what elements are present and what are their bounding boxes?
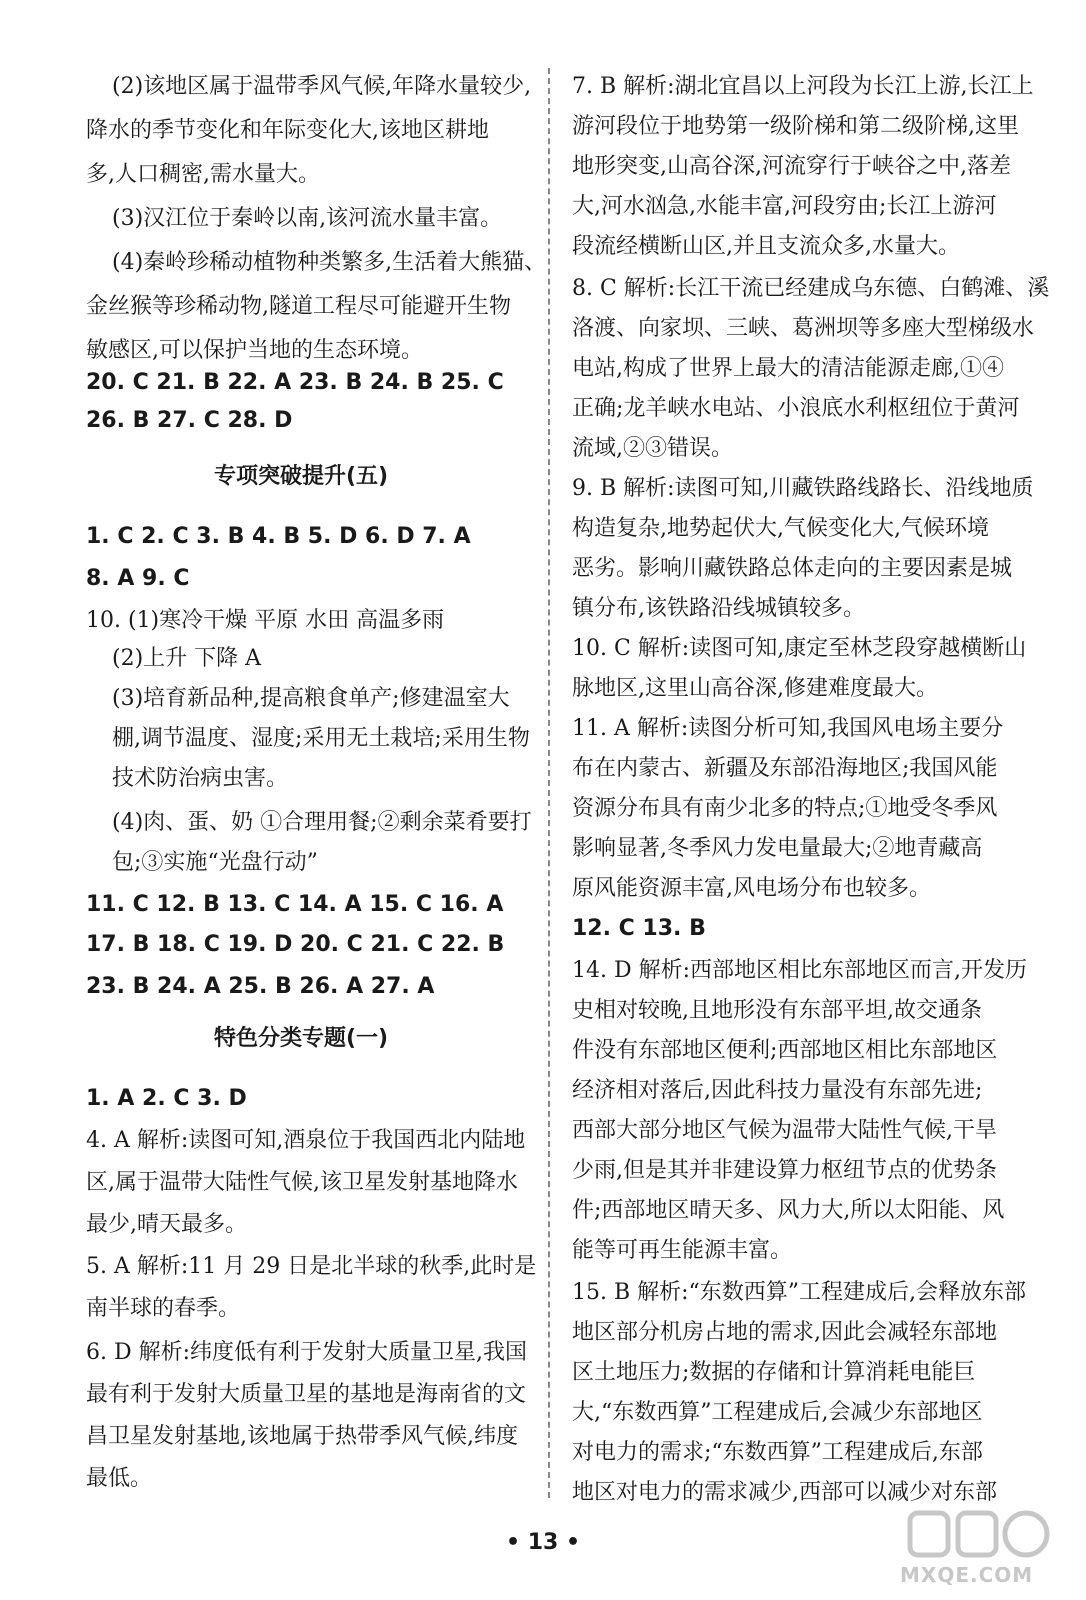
text-line: 洛渡、向家坝、三峡、葛洲坝等多座大型梯级水 — [572, 316, 1035, 341]
text-line: (2)上升 下降 A — [112, 646, 262, 671]
text-line: 经济相对落后,因此科技力量没有东部先进; — [572, 1078, 983, 1103]
text-line: 9. B 解析:读图可知,川藏铁路线路长、沿线地质 — [572, 476, 1034, 501]
text-line: 8. C 解析:长江干流已经建成乌东德、白鹤滩、溪 — [572, 276, 1050, 301]
text-line: 15. B 解析:“东数西算”工程建成后,会释放东部 — [572, 1280, 1027, 1305]
watermark-logo — [900, 1505, 1060, 1595]
text-line: 敏感区,可以保护当地的生态环境。 — [86, 338, 423, 363]
text-line: (3)汉江位于秦岭以南,该河流水量丰富。 — [112, 206, 503, 231]
text-line: 10. (1)寒冷干燥 平原 水田 高温多雨 — [86, 608, 445, 633]
text-line: (3)培育新品种,提高粮食单产;修建温室大 — [112, 686, 510, 711]
text-line: 区,属于温带大陆性气候,该卫星发射基地降水 — [86, 1170, 518, 1195]
text-line: 降水的季节变化和年际变化大,该地区耕地 — [86, 118, 489, 143]
text-line: 6. D 解析:纬度低有利于发射大质量卫星,我国 — [86, 1340, 528, 1365]
text-line: 西部大部分地区气候为温带大陆性气候,干旱 — [572, 1118, 997, 1143]
text-line: 技术防治病虫害。 — [112, 766, 289, 791]
text-line: 流域,②③错误。 — [572, 436, 733, 461]
text-line: 14. D 解析:西部地区相比东部地区而言,开发历 — [572, 958, 1028, 983]
answer-row: 1. C 2. C 3. B 4. B 5. D 6. D 7. A — [86, 524, 471, 549]
text-line: 镇分布,该铁路沿线城镇较多。 — [572, 596, 865, 621]
column-divider — [548, 68, 550, 1498]
watermark-icon — [900, 1505, 1060, 1565]
text-line: 区土地压力;数据的存储和计算消耗电能巨 — [572, 1360, 976, 1385]
text-line: 地区部分机房占地的需求,因此会减轻东部地 — [572, 1320, 997, 1345]
text-line: 件没有东部地区便利;西部地区相比东部地区 — [572, 1038, 998, 1063]
text-line: 最低。 — [86, 1466, 153, 1491]
text-line: 原风能资源丰富,风电场分布也较多。 — [572, 876, 931, 901]
answer-row: 23. B 24. A 25. B 26. A 27. A — [86, 974, 435, 999]
text-line: 地形突变,山高谷深,河流穿行于峡谷之中,落差 — [572, 154, 1011, 179]
text-line: 资源分布具有南少北多的特点;①地受冬季风 — [572, 796, 998, 821]
text-line: 7. B 解析:湖北宜昌以上河段为长江上游,长江上 — [572, 74, 1034, 99]
text-line: 件;西部地区晴天多、风力大,所以太阳能、风 — [572, 1198, 1005, 1223]
answer-row: 1. A 2. C 3. D — [86, 1086, 247, 1111]
answer-row: 8. A 9. C — [86, 566, 190, 591]
section-heading: 专项突破提升(五) — [214, 464, 389, 489]
watermark-text: MXQE.COM — [900, 1563, 1034, 1587]
text-line: (4)秦岭珍稀动植物种类繁多,生活着大熊猫、 — [112, 250, 547, 275]
text-line: (4)肉、蛋、奶 ①合理用餐;②剩余菜肴要打 — [112, 810, 532, 835]
answer-row: 17. B 18. C 19. D 20. C 21. C 22. B — [86, 932, 505, 957]
text-line: 多,人口稠密,需水量大。 — [86, 162, 320, 187]
answer-row: 12. C 13. B — [572, 916, 706, 941]
answer-row: 26. B 27. C 28. D — [86, 408, 293, 433]
text-line: 能等可再生能源丰富。 — [572, 1238, 793, 1263]
text-line: 正确;龙羊峡水电站、小浪底水利枢纽位于黄河 — [572, 396, 1020, 421]
section-heading: 特色分类专题(一) — [214, 1026, 389, 1051]
text-line: 脉地区,这里山高谷深,修建难度最大。 — [572, 676, 938, 701]
text-line: 4. A 解析:读图可知,酒泉位于我国西北内陆地 — [86, 1128, 526, 1153]
page-number: • 13 • — [505, 1530, 581, 1555]
text-line: 包;③实施“光盘行动” — [112, 850, 318, 875]
text-line: 最少,晴天最多。 — [86, 1212, 247, 1237]
text-line: 史相对较晚,且地形没有东部平坦,故交通条 — [572, 998, 982, 1023]
text-line: 大,“东数西算”工程建成后,会减少东部地区 — [572, 1400, 983, 1425]
answer-row: 11. C 12. B 13. C 14. A 15. C 16. A — [86, 892, 504, 917]
text-line: 10. C 解析:读图可知,康定至林芝段穿越横断山 — [572, 636, 1027, 661]
answer-row: 20. C 21. B 22. A 23. B 24. B 25. C — [86, 370, 504, 395]
text-line: 布在内蒙古、新疆及东部沿海地区;我国风能 — [572, 756, 998, 781]
text-line: 电站,构成了世界上最大的清洁能源走廊,①④ — [572, 356, 1004, 381]
text-line: 对电力的需求;“东数西算”工程建成后,东部 — [572, 1440, 983, 1465]
text-line: 棚,调节温度、湿度;采用无土栽培;采用生物 — [112, 726, 530, 751]
text-line: 最有利于发射大质量卫星的基地是海南省的文 — [86, 1382, 527, 1407]
text-line: 5. A 解析:11 月 29 日是北半球的秋季,此时是 — [86, 1254, 537, 1279]
text-line: 恶劣。影响川藏铁路总体走向的主要因素是城 — [572, 556, 1013, 581]
text-line: 游河段位于地势第一级阶梯和第二级阶梯,这里 — [572, 114, 1019, 139]
text-line: 11. A 解析:读图分析可知,我国风电场主要分 — [572, 716, 1004, 741]
text-line: 地区对电力的需求减少,西部可以减少对东部 — [572, 1480, 997, 1505]
text-line: 大,河水汹急,水能丰富,河段穷由;长江上游河 — [572, 194, 997, 219]
text-line: 少雨,但是其并非建设算力枢纽节点的优势条 — [572, 1158, 997, 1183]
text-line: 构造复杂,地势起伏大,气候变化大,气候环境 — [572, 516, 989, 541]
text-line: 影响显著,冬季风力发电量最大;②地青藏高 — [572, 836, 983, 861]
text-line: 段流经横断山区,并且支流众多,水量大。 — [572, 234, 960, 259]
text-line: 金丝猴等珍稀动物,隧道工程尽可能避开生物 — [86, 294, 511, 319]
text-line: 昌卫星发射基地,该地属于热带季风气候,纬度 — [86, 1424, 518, 1449]
text-line: 南半球的春季。 — [86, 1296, 241, 1321]
text-line: (2)该地区属于温带季风气候,年降水量较少, — [112, 74, 532, 99]
